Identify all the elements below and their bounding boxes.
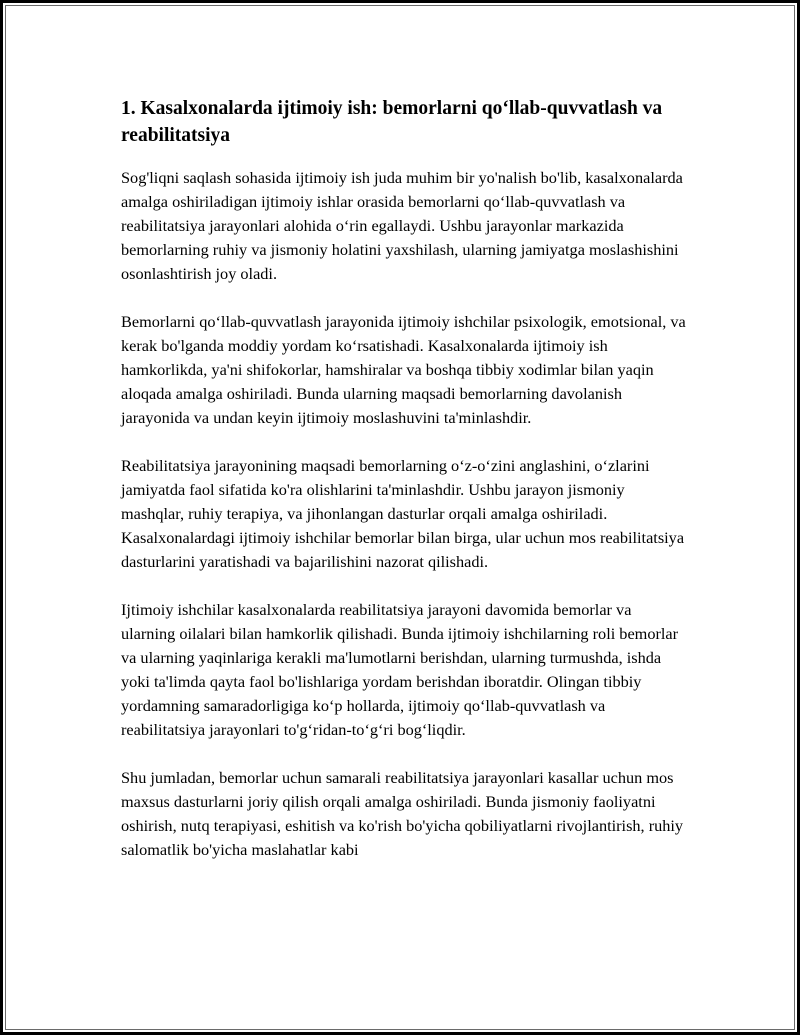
paragraph-special-programs: Shu jumladan, bemorlar uchun samarali reabilitatsiya jarayonlari kasallar uchun mos maxsus dasturlarni joriy qilish orqali amalga oshiriladi. Bunda jismoniy faoliyatni oshirish, nutq terapiyasi, eshitish va ko'rish bo'yicha qobiliyatlarni rivojlantirish, ruhiy salomatlik bo'yicha maslahatlar kabi: [121, 768, 684, 859]
paragraph-patient-support: Bemorlarni qo‘llab-quvvatlash jarayonida ijtimoiy ishchilar psixologik, emotsional, va kerak bo'lganda moddiy yordam ko‘rsatishadi. Kasalxonalarda ijtimoiy ish hamkorlikda, ya'ni shifokorlar, hamshiralar va boshqa tibbiy xodimlar bilan yaqin aloqada amalga oshiriladi. Bunda ularning maqsadi bemorlarning davolanish jarayonida va undan keyin ijtimoiy moslashuvini ta'minlashdir.: [121, 312, 686, 427]
document-body: [121, 95, 689, 886]
paragraph-rehabilitation-goal: Reabilitatsiya jarayonining maqsadi bemorlarning o‘z-o‘zini anglashini, o‘zlarini jamiyatda faol sifatida ko'ra olishlarini ta'minlashdir. Ushbu jarayon jismoniy mashqlar, ruhiy terapiya, va jihonlangan dasturlar orqali amalga oshiriladi. Kasalxonalardagi ijtimoiy ishchilar bemorlar bilan birga, ular uchun mos reabilitatsiya dasturlarini yaratishadi va bajarilishini nazorat qilishadi.: [121, 456, 685, 571]
paragraph-family-cooperation: Ijtimoiy ishchilar kasalxonalarda reabilitatsiya jarayoni davomida bemorlar va ularning oilalari bilan hamkorlik qilishadi. Bunda ijtimoiy ishchilarning roli bemorlar va ularning yaqinlariga kerakli ma'lumotlarni berishdan, ularning turmushda, ishda yoki ta'limda qayta faol bo'lishlariga yordam berishdan iboratdir. Olingan tibbiy yordamning samaradorligiga ko‘p hollarda, ijtimoiy qo‘llab-quvvatlash va reabilitatsiya jarayonlari to'g‘ridan-to‘g‘ri bog‘liqdir.: [121, 600, 679, 739]
paragraph-intro: Sog'liqni saqlash sohasida ijtimoiy ish juda muhim bir yo'nalish bo'lib, kasalxonalarda amalga oshiriladigan ijtimoiy ishlar orasida bemorlarni qo‘llab-quvvatlash va reabilitatsiya jarayonlari alohida o‘rin egallaydi. Ushbu jarayonlar markazida bemorlarning ruhiy va jismoniy holatini yaxshilash, ularning jamiyatga moslashishini osonlashtirish joy oladi.: [121, 168, 683, 283]
document-title: 1. Kasalxonalarda ijtimoiy ish: bemorlarni qo‘llab-quvvatlash va reabilitatsiya: [121, 98, 663, 146]
